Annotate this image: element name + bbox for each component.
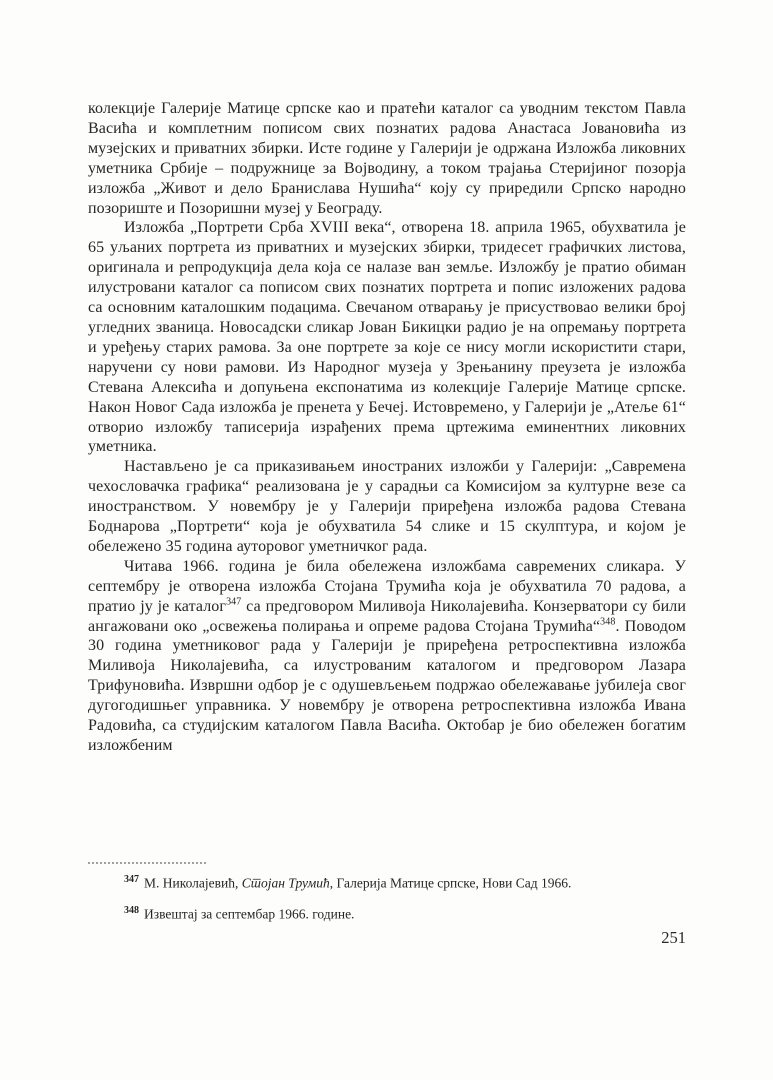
page-number: 251: [661, 928, 686, 947]
footnotes-section: [88, 862, 686, 932]
text-run: Извештај за септембар 1966. године.: [144, 906, 355, 921]
footnote-separator: [88, 862, 206, 864]
text-run: Настављено је са приказивањем иностраних изложби у Галерији: „Савремена чехословачка графика“ реализована је у сарадњи са Комисијом за културне везе са иностранством. У новембру је у Галерији приређена изложба радова Стевана Боднарова „Портрети“ која је обухватила 54 слике и 15 скулптура, и којом је обележено 35 година ауторовог уметничког рада.: [88, 458, 686, 555]
text-run: са предговором Миливоја Николајевића. Конзерватори су били ангажовани око „освежења полирања и опреме радова Стојана Трумића“: [88, 597, 686, 635]
footnote-reference: 348: [600, 616, 616, 628]
text-run: , Галерија Матице српске, Нови Сад 1966.: [329, 875, 572, 891]
text-run: М. Николајевић,: [144, 875, 242, 891]
footnote: [88, 871, 686, 892]
footnote-text: [144, 906, 354, 921]
footnote-marker: 347: [124, 874, 139, 885]
text-run: колекције Галерије Матице српске као и пратећи каталог са уводним текстом Павла Васића и комплетним пописом свих познатих радова Анастаса Јовановића из музејских и приватних збирки. Исте године у Галерији је одржана Изложба ликовних уметника Србије – подружнице за Војводину, а током трајања Стеријиног позорја изложба „Живот и дело Бранислава Нушића“ коју су приредили Српско народно позориште и Позоришни музеј у Београду.: [88, 100, 686, 217]
text-run: . Поводом 30 година уметниковог рада у Галерији је приређена ретроспективна изложба Миливоја Николајевића, са илустрованим каталогом и предговором Лазара Трифуновића. Извршни одбор је с одушевљењем подржао обележавање јубилеја свог дугогодишњег управника. У новембру је отворена ретроспективна изложба Ивана Радовића, са студијским каталогом Павла Васића. Октобар је био обележен богатим изложбеним: [88, 617, 686, 754]
footnote-text: [144, 876, 571, 891]
footnote-marker: 348: [124, 904, 139, 916]
paragraph: [88, 557, 686, 756]
paragraph: [88, 218, 686, 457]
page-body: [88, 99, 686, 861]
paragraph: [88, 99, 686, 218]
text-run: Читава 1966. година је била обележена изложбама савремених сликара. У септембру је отворена изложба Стојана Трумића која је обухватила 70 радова, а пратио ју је каталог: [88, 557, 686, 615]
footnote: [88, 902, 686, 923]
footnote-reference: 347: [226, 596, 242, 608]
text-run: Изложба „Портрети Срба XVIII века“, отворена 18. априла 1965, обухватила је 65 уљаних портрета из приватних и музејских збирки, тридесет графичких листова, оригинала и репродукција дела која се налазе ван земље. Изложбу је пратио обиман илустровани каталог са пописом свих познатих портрета и попис изложених радова са основним каталошким подацима. Свечаном отварању је присуствовао велики број угледних званица. Новосадски сликар Јован Бикицки радио је на опремању портрета и уређењу старих рамова. За оне портрете за које се нису могли искористити стари, наручени су нови рамови. Из Народног музеја у Зрењанину преузета је изложба Стевана Алексића и допуњена експонатима из колекције Галерије Матице српске. Након Новог Сада изложба је пренета у Бечеј. Истовремено, у Галерији је „Атеље 61“ отворио изложбу таписерија израђених према цртежима еминентних ликовних уметника.: [88, 219, 686, 456]
text-run: Стојан Трумић: [241, 875, 330, 891]
paragraph: [88, 457, 686, 557]
